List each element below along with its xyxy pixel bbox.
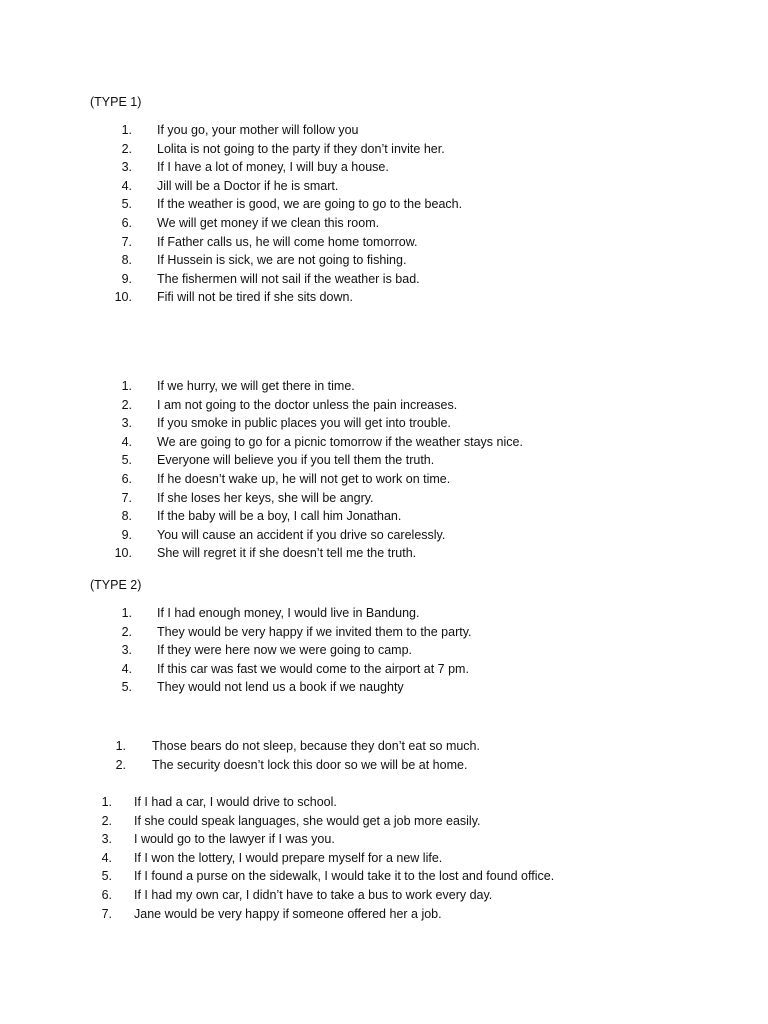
item-sentence: We will get money if we clean this room. xyxy=(157,215,380,230)
item-sentence: If this car was fast we would come to the airport at 7 pm. xyxy=(157,661,469,676)
item-number: 9. xyxy=(121,271,132,286)
item-number: 5. xyxy=(121,680,132,695)
item-sentence: If Father calls us, he will come home tomorrow. xyxy=(157,234,418,249)
item-sentence: If I won the lottery, I would prepare myself for a new life. xyxy=(134,850,443,865)
item-number: 1. xyxy=(121,606,132,620)
item-number: 1. xyxy=(115,739,126,753)
item-sentence: They would be very happy if we invited them to the party. xyxy=(157,624,472,639)
item-number: 2. xyxy=(121,141,132,156)
item-number: 4. xyxy=(101,850,112,865)
item-number: 1. xyxy=(121,123,132,137)
section-heading-type-1: (TYPE 1) xyxy=(90,95,142,109)
item-number: 2. xyxy=(115,757,126,772)
item-sentence: If I had a car, I would drive to school. xyxy=(134,795,337,809)
item-sentence: Lolita is not going to the party if they don’t invite her. xyxy=(157,141,445,156)
item-number: 9. xyxy=(121,527,132,542)
item-number: 6. xyxy=(101,887,112,902)
item-number: 1. xyxy=(121,379,132,393)
item-sentence: If I had enough money, I would live in Bandung. xyxy=(157,606,420,620)
item-sentence: I am not going to the doctor unless the pain increases. xyxy=(157,397,458,412)
item-number: 3. xyxy=(121,160,132,175)
item-number: 3. xyxy=(101,832,112,847)
item-sentence: If she loses her keys, she will be angry. xyxy=(157,490,374,505)
item-sentence: If she could speak languages, she would get a job more easily. xyxy=(134,813,481,828)
item-number: 7. xyxy=(101,906,112,921)
item-number: 3. xyxy=(121,643,132,658)
item-sentence: If you go, your mother will follow you xyxy=(157,123,359,137)
item-number: 7. xyxy=(121,490,132,505)
item-sentence: You will cause an accident if you drive so carelessly. xyxy=(157,527,446,542)
item-number: 6. xyxy=(121,471,132,486)
item-sentence: The security doesn’t lock this door so we will be at home. xyxy=(152,757,468,772)
item-number: 8. xyxy=(121,253,132,268)
item-number: 3. xyxy=(121,416,132,431)
item-sentence: If I had my own car, I didn’t have to take a bus to work every day. xyxy=(134,887,493,902)
item-sentence: Fifi will not be tired if she sits down. xyxy=(157,290,353,305)
item-sentence: Those bears do not sleep, because they don’t eat so much. xyxy=(152,739,480,753)
item-sentence: We are going to go for a picnic tomorrow if the weather stays nice. xyxy=(157,434,523,449)
item-sentence: If we hurry, we will get there in time. xyxy=(157,379,355,393)
item-sentence: Jane would be very happy if someone offered her a job. xyxy=(134,906,442,921)
item-number: 10. xyxy=(114,546,132,561)
item-sentence: If the weather is good, we are going to go to the beach. xyxy=(157,197,463,212)
item-sentence: They would not lend us a book if we naughty xyxy=(157,680,404,695)
item-number: 5. xyxy=(101,869,112,884)
item-number: 2. xyxy=(121,624,132,639)
item-number: 2. xyxy=(101,813,112,828)
item-sentence: If they were here now we were going to camp. xyxy=(157,643,412,658)
item-number: 1. xyxy=(101,795,112,809)
item-number: 2. xyxy=(121,397,132,412)
item-number: 4. xyxy=(121,661,132,676)
item-sentence: If Hussein is sick, we are not going to fishing. xyxy=(157,253,407,268)
item-number: 4. xyxy=(121,178,132,193)
item-number: 5. xyxy=(121,453,132,468)
item-sentence: I would go to the lawyer if I was you. xyxy=(134,832,335,847)
section-heading-type-2: (TYPE 2) xyxy=(90,578,142,592)
item-sentence: If I found a purse on the sidewalk, I would take it to the lost and found office. xyxy=(134,869,555,884)
item-sentence: The fishermen will not sail if the weather is bad. xyxy=(157,271,420,286)
item-number: 10. xyxy=(114,290,132,305)
item-sentence: Everyone will believe you if you tell them the truth. xyxy=(157,453,435,468)
item-number: 8. xyxy=(121,509,132,524)
item-sentence: If you smoke in public places you will get into trouble. xyxy=(157,416,451,431)
item-number: 4. xyxy=(121,434,132,449)
item-number: 5. xyxy=(121,197,132,212)
item-number: 7. xyxy=(121,234,132,249)
item-sentence: Jill will be a Doctor if he is smart. xyxy=(157,178,339,193)
item-sentence: If he doesn’t wake up, he will not get to work on time. xyxy=(157,471,451,486)
item-sentence: She will regret it if she doesn’t tell me the truth. xyxy=(157,546,417,561)
item-sentence: If the baby will be a boy, I call him Jonathan. xyxy=(157,509,402,524)
item-sentence: If I have a lot of money, I will buy a house. xyxy=(157,160,389,175)
item-number: 6. xyxy=(121,215,132,230)
